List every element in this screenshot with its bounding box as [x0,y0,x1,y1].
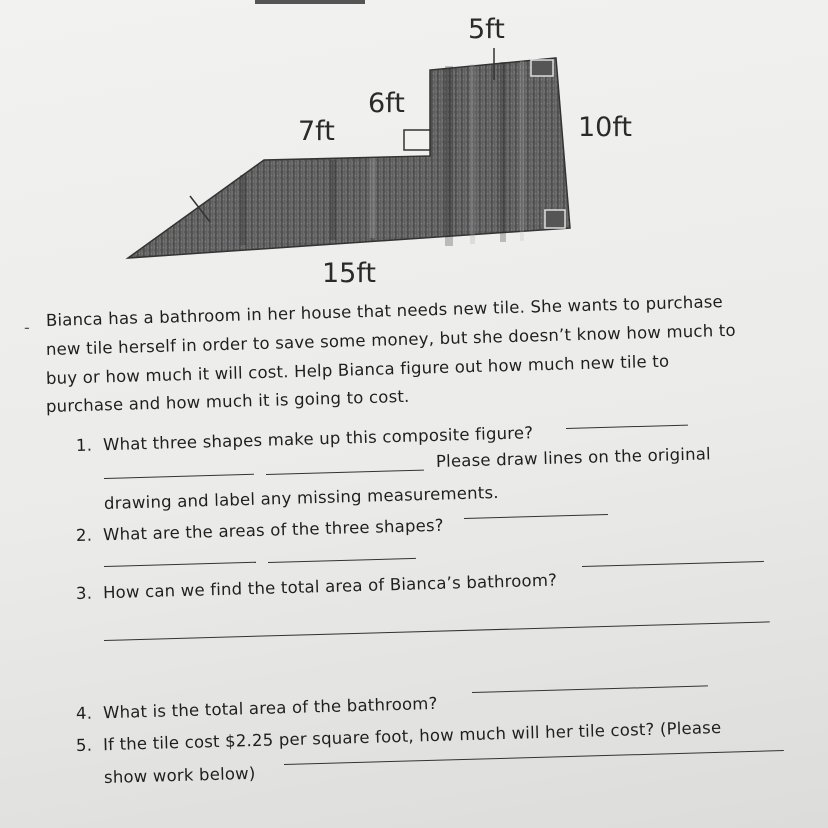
composite-figure [0,0,828,300]
q3-answer-blank-2[interactable] [104,621,770,641]
prompt-line-4: purchase and how much it is going to cost. [45,386,410,416]
q2-answer-blank-1[interactable] [464,514,608,519]
question-5-number: 5. [75,735,93,755]
label-bottom-15ft: 15ft [322,258,376,289]
question-3-number: 3. [75,583,93,603]
label-left-7ft: 7ft [298,116,335,147]
question-4 [76,694,438,723]
question-5-text: If the tile cost $2.25 per square foot, how much will her tile cost? (Please [102,717,722,755]
question-4-number: 4. [75,703,93,723]
question-3 [76,571,558,603]
q1-answer-blank-3[interactable] [266,470,424,475]
right-angle-marker-top [531,60,553,76]
prompt-line-2: new tile herself in order to save some money, but she doesn’t know how much to [45,320,736,359]
q4-answer-blank[interactable] [472,685,708,693]
cut-off-title [255,0,365,4]
label-step-6ft: 6ft [368,88,405,119]
prompt-line-1: Bianca has a bathroom in her house that needs new tile. She wants to purchase [45,292,724,330]
q2-answer-blank-3[interactable] [268,558,416,563]
q2-answer-blank-2[interactable] [104,562,256,567]
right-angle-marker-bottom [545,210,565,228]
bullet-dash: - [24,318,30,337]
q1-answer-blank-1[interactable] [566,425,688,429]
question-2-text: What are the areas of the three shapes? [102,515,444,545]
question-3-text: How can we find the total area of Bianca’s bathroom? [102,570,558,603]
question-1-number: 1. [75,435,93,455]
question-2 [76,516,444,545]
q3-answer-blank-1[interactable] [582,561,764,567]
q5-answer-blank[interactable] [284,750,784,765]
question-2-number: 2. [75,525,93,545]
label-right-10ft: 10ft [578,112,632,143]
prompt-line-3: buy or how much it will cost. Help Bianca figure out how much new tile to [45,351,670,388]
question-4-text: What is the total area of the bathroom? [102,693,438,723]
q1-answer-blank-2[interactable] [104,474,254,479]
question-1-text: What three shapes make up this composite figure? [102,423,534,455]
right-angle-marker-step [404,130,430,150]
question-1-continuation-2: drawing and label any missing measurements. [103,482,499,513]
question-1-continuation: Please draw lines on the original [435,444,712,471]
label-top-5ft: 5ft [468,14,505,45]
question-5 [76,718,722,755]
question-5-continuation: show work below) [103,763,256,787]
